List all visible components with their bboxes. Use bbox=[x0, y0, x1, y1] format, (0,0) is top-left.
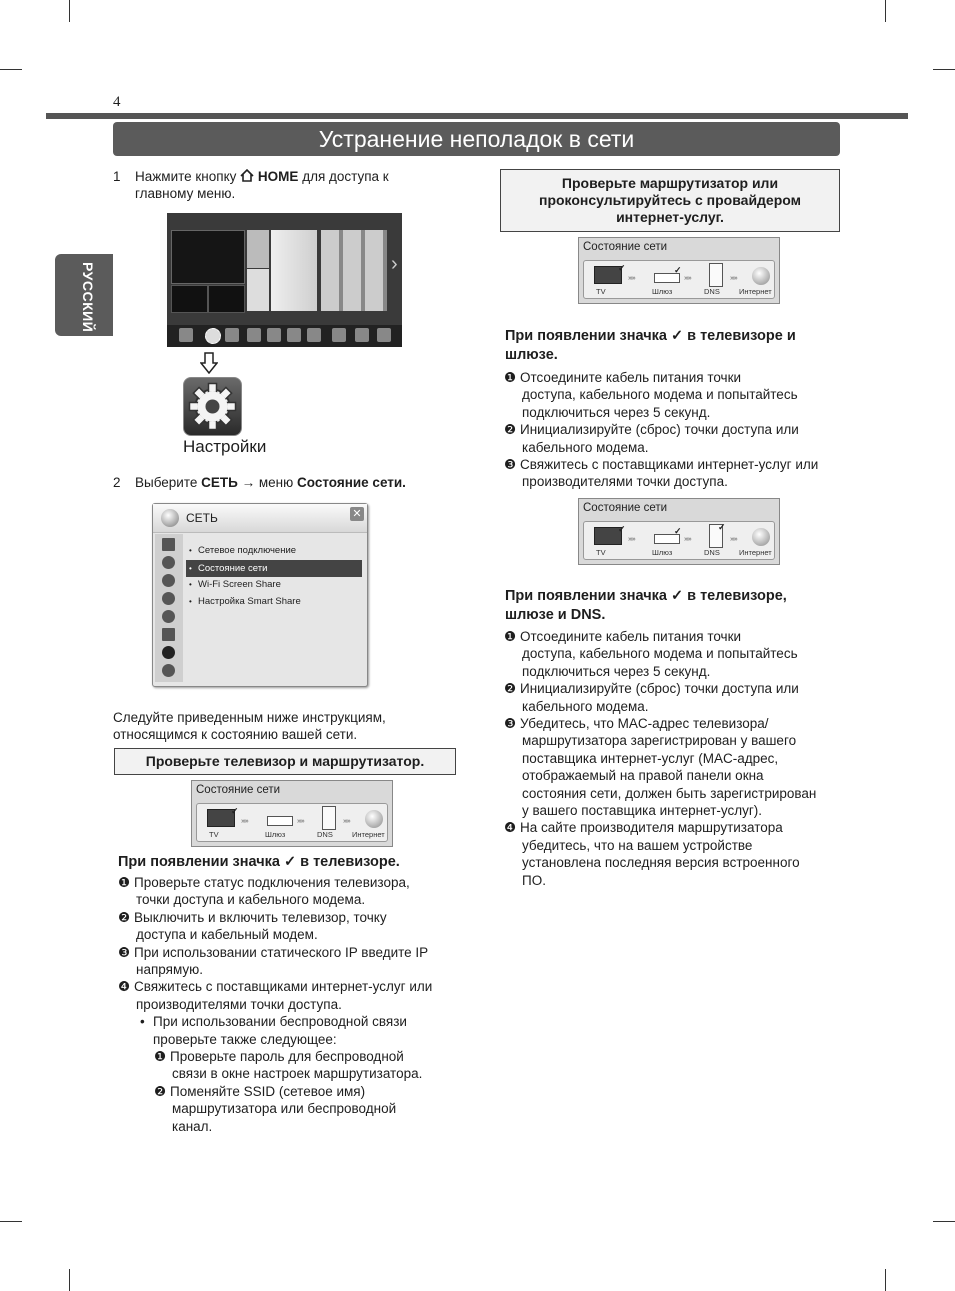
close-icon[interactable]: ✕ bbox=[350, 507, 364, 521]
text-line: Отсоедините кабель питания точки bbox=[520, 629, 742, 644]
crop-mark bbox=[885, 0, 886, 22]
panel-inner bbox=[583, 521, 775, 560]
dns-icon bbox=[322, 806, 336, 830]
option-icon bbox=[162, 628, 175, 641]
check-icon: ✓ bbox=[674, 526, 682, 536]
header-rule bbox=[46, 113, 908, 119]
arrow-icon: ››››› bbox=[730, 536, 737, 543]
list-item bbox=[118, 1083, 458, 1135]
chevron-right-icon: › bbox=[391, 253, 398, 275]
home-label: HOME bbox=[257, 169, 299, 184]
list-item bbox=[118, 978, 458, 1013]
gateway-label: Шлюз bbox=[652, 287, 673, 296]
internet-label: Интернет bbox=[739, 548, 772, 557]
text-line: подключиться через 5 секунд. bbox=[522, 663, 711, 679]
follow-instructions-text bbox=[113, 709, 443, 744]
text-line: убедитесь, что на вашем устройстве bbox=[522, 837, 753, 853]
picture-icon bbox=[162, 538, 175, 551]
tile bbox=[271, 230, 317, 311]
crop-mark bbox=[0, 69, 22, 70]
language-tab bbox=[55, 254, 113, 336]
step-text-part: Выберите bbox=[135, 475, 198, 490]
text-line: доступа, кабельного модема и попытайтесь bbox=[522, 646, 798, 662]
list-item bbox=[504, 456, 849, 491]
text-line: Свяжитесь с поставщиками интернет-услуг или bbox=[134, 979, 433, 995]
step-number: 2 bbox=[113, 475, 121, 490]
text-line: состояния сети, должен быть зарегистрирован bbox=[522, 785, 817, 801]
step-text-part: → меню bbox=[241, 475, 294, 490]
text-line: Проверьте маршрутизатор или bbox=[561, 175, 779, 191]
list-item bbox=[504, 819, 849, 889]
menu-category-sidebar bbox=[155, 534, 183, 682]
lg-smart-tile bbox=[171, 230, 245, 284]
home-icon bbox=[240, 169, 254, 182]
list-item bbox=[118, 1048, 458, 1083]
page-number: 4 bbox=[113, 94, 121, 110]
list-item bbox=[504, 628, 849, 680]
step-1 bbox=[113, 168, 443, 204]
crop-mark bbox=[69, 0, 70, 22]
text-line: отображаемый на правой панели окна bbox=[522, 768, 764, 784]
text-line: шлюзе и DNS. bbox=[505, 607, 606, 623]
dns-label: DNS bbox=[704, 548, 720, 557]
arrow-icon: ››››› bbox=[241, 818, 248, 825]
check-icon: ✓ bbox=[674, 265, 682, 275]
text-line: Следуйте приведенным ниже инструкциям, bbox=[113, 710, 386, 725]
arrow-icon: ››››› bbox=[730, 275, 737, 282]
tile bbox=[247, 230, 269, 268]
network-status-panel bbox=[578, 498, 780, 565]
step-text bbox=[135, 168, 389, 202]
list-marker: ❶ bbox=[504, 370, 517, 385]
left-section-box: Проверьте телевизор и маршрутизатор. bbox=[114, 748, 456, 775]
list-marker: ❸ bbox=[118, 944, 131, 960]
crop-mark bbox=[933, 69, 955, 70]
page-title: Устранение неполадок в сети bbox=[113, 122, 840, 156]
arrow-icon: ››››› bbox=[684, 275, 691, 282]
photo-tiles bbox=[321, 230, 387, 311]
list-marker: ❷ bbox=[118, 909, 131, 925]
internet-icon bbox=[365, 810, 383, 828]
menu-item-wifi-screen-share[interactable]: • Wi-Fi Screen Share bbox=[186, 576, 362, 593]
text-line: Убедитесь, что MAC-адрес телевизора/ bbox=[520, 716, 769, 732]
tile bbox=[247, 269, 269, 311]
text-line: производителями точки доступа. bbox=[136, 996, 342, 1012]
text-line: маршрутизатора или беспроводной bbox=[172, 1101, 397, 1117]
home-screen-illustration bbox=[167, 213, 402, 347]
text-line: Отсоедините кабель питания точки bbox=[520, 370, 742, 385]
tv-label: TV bbox=[596, 287, 606, 296]
step-2 bbox=[113, 474, 453, 492]
panel-caption: Состояние сети bbox=[583, 241, 668, 253]
crop-mark bbox=[885, 1269, 886, 1291]
text-line: При появлении значка ✓ в телевизоре, bbox=[505, 588, 787, 604]
channel-icon bbox=[162, 574, 175, 587]
text-line: точки доступа и кабельного модема. bbox=[136, 892, 366, 908]
text-line: Проверьте пароль для беспроводной bbox=[170, 1049, 404, 1065]
tv-label: TV bbox=[596, 548, 606, 557]
list-marker: ❶ bbox=[118, 875, 131, 890]
text-line: поставщика интернет-услуг (MAC-адрес, bbox=[522, 750, 779, 766]
crop-mark bbox=[933, 1221, 955, 1222]
right-heading-1 bbox=[505, 327, 845, 365]
arrow-down-icon bbox=[200, 352, 218, 374]
text-line: доступа, кабельного модема и попытайтесь bbox=[522, 387, 798, 403]
text-line: Поменяйте SSID (сетевое имя) bbox=[170, 1083, 366, 1099]
text-line: кабельного модема. bbox=[522, 439, 649, 455]
list-item bbox=[504, 369, 849, 421]
arrow-icon: ››››› bbox=[628, 536, 635, 543]
text-line: производителями точки доступа. bbox=[522, 474, 728, 490]
list-item bbox=[118, 874, 458, 909]
step-text-part: Нажмите кнопку bbox=[135, 169, 237, 184]
list-item bbox=[118, 1013, 458, 1048]
right-heading-2 bbox=[505, 587, 845, 625]
step-text-part: главному меню. bbox=[135, 186, 236, 201]
crop-mark bbox=[69, 1269, 70, 1291]
text-line: подключиться через 5 секунд. bbox=[522, 404, 711, 420]
text-line: При использовании статического IP введите IP bbox=[134, 944, 429, 960]
list-marker: ❸ bbox=[504, 716, 517, 732]
check-icon: ✓ bbox=[618, 524, 626, 534]
right-instructions-2 bbox=[504, 628, 849, 889]
list-marker: ❹ bbox=[504, 820, 517, 836]
crop-mark bbox=[0, 1221, 22, 1222]
list-item bbox=[118, 909, 458, 944]
gateway-label: Шлюз bbox=[265, 830, 286, 839]
step-text bbox=[135, 474, 406, 491]
check-icon: ✓ bbox=[618, 263, 626, 273]
list-item bbox=[504, 715, 849, 819]
dns-label: DNS bbox=[704, 287, 720, 296]
list-marker: ❷ bbox=[504, 422, 517, 438]
list-item bbox=[504, 421, 849, 456]
tile bbox=[208, 285, 245, 313]
text-line: канал. bbox=[172, 1118, 213, 1134]
list-marker: ❷ bbox=[154, 1083, 167, 1099]
text-line: На сайте производителя маршрутизатора bbox=[520, 820, 783, 836]
text-line: установлена последняя версия встроенного bbox=[522, 855, 800, 871]
text-line: кабельного модема. bbox=[522, 698, 649, 714]
lock-icon bbox=[162, 610, 175, 623]
text-line: Выключить и включить телевизор, точку bbox=[134, 909, 387, 925]
network-status-panel bbox=[191, 780, 393, 847]
text-line: доступа и кабельный модем. bbox=[136, 927, 318, 943]
left-instructions bbox=[118, 874, 458, 1135]
panel-inner bbox=[196, 803, 388, 842]
panel-inner bbox=[583, 260, 775, 299]
time-icon bbox=[162, 592, 175, 605]
list-marker: ❶ bbox=[504, 629, 517, 644]
menu-item-network-status[interactable]: • Состояние сети bbox=[186, 560, 362, 577]
network-icon bbox=[162, 646, 175, 659]
text-line: Инициализируйте (сброс) точки доступа или bbox=[520, 681, 799, 697]
text-line: Свяжитесь с поставщиками интернет-услуг или bbox=[520, 457, 819, 473]
text-line: проконсультируйтесь с провайдером bbox=[538, 192, 801, 208]
right-instructions-1 bbox=[504, 369, 849, 491]
network-menu-title: СЕТЬ bbox=[186, 511, 218, 525]
menu-item-network-connection[interactable]: • Сетевое подключение bbox=[186, 542, 362, 559]
tv-label: TV bbox=[209, 830, 219, 839]
left-heading: При появлении значка ✓ в телевизоре. bbox=[118, 854, 400, 870]
arrow-icon: ››››› bbox=[684, 536, 691, 543]
launcher-bar bbox=[167, 325, 402, 347]
text-line: ПО. bbox=[522, 872, 546, 888]
internet-icon bbox=[752, 528, 770, 546]
text-line: При появлении значка ✓ в телевизоре и bbox=[505, 328, 796, 344]
text-line: При использовании беспроводной связи bbox=[153, 1014, 407, 1030]
text-line: связи в окне настроек маршрутизатора. bbox=[172, 1066, 423, 1082]
list-marker: ❸ bbox=[504, 457, 517, 473]
text-line: шлюзе. bbox=[505, 347, 558, 363]
internet-label: Интернет bbox=[352, 830, 385, 839]
text-line: интернет-услуг. bbox=[616, 209, 724, 225]
network-menu bbox=[152, 503, 368, 687]
language-tab-label: РУССКИЙ bbox=[80, 262, 96, 333]
list-marker: ❷ bbox=[504, 681, 517, 697]
list-item bbox=[504, 680, 849, 715]
check-icon: ✓ bbox=[718, 522, 726, 532]
check-icon: ✓ bbox=[231, 806, 239, 816]
menu-item-smart-share[interactable]: • Настройка Smart Share bbox=[186, 593, 362, 610]
gear-icon bbox=[184, 378, 241, 435]
text-line: у вашего поставщика интернет-услуг). bbox=[522, 803, 763, 819]
gateway-label: Шлюз bbox=[652, 548, 673, 557]
tile bbox=[171, 285, 208, 313]
list-marker: ❹ bbox=[118, 979, 131, 995]
support-icon bbox=[162, 664, 175, 677]
arrow-icon: ››››› bbox=[343, 818, 350, 825]
text-line: Инициализируйте (сброс) точки доступа или bbox=[520, 422, 799, 438]
text-line: относящимся к состоянию вашей сети. bbox=[113, 727, 358, 743]
panel-caption: Состояние сети bbox=[583, 502, 668, 514]
net-label: СЕТЬ bbox=[201, 475, 238, 490]
text-line: Проверьте статус подключения телевизора, bbox=[134, 875, 410, 890]
globe-icon bbox=[161, 509, 179, 527]
list-marker: ❶ bbox=[154, 1049, 167, 1065]
internet-label: Интернет bbox=[739, 287, 772, 296]
network-status-panel bbox=[578, 237, 780, 304]
text-line: напрямую. bbox=[136, 962, 203, 978]
gateway-icon bbox=[267, 816, 293, 826]
panel-caption: Состояние сети bbox=[196, 784, 281, 796]
network-menu-header bbox=[153, 504, 367, 533]
settings-label: Настройки bbox=[183, 437, 267, 456]
list-item bbox=[118, 944, 458, 979]
settings-icon bbox=[183, 377, 242, 436]
step-text-part: для доступа к bbox=[302, 169, 389, 184]
status-label: Состояние сети. bbox=[297, 475, 406, 490]
internet-icon bbox=[752, 267, 770, 285]
text-line: проверьте также следующее: bbox=[153, 1031, 337, 1047]
sound-icon bbox=[162, 556, 175, 569]
dns-icon bbox=[709, 263, 723, 287]
arrow-icon: ››››› bbox=[628, 275, 635, 282]
step-number: 1 bbox=[113, 169, 121, 184]
dns-label: DNS bbox=[317, 830, 333, 839]
text-line: маршрутизатора зарегистрирован у вашего bbox=[522, 733, 797, 749]
arrow-icon: ››››› bbox=[297, 818, 304, 825]
right-section-box bbox=[500, 169, 840, 232]
bullet-marker: • bbox=[140, 1014, 145, 1030]
